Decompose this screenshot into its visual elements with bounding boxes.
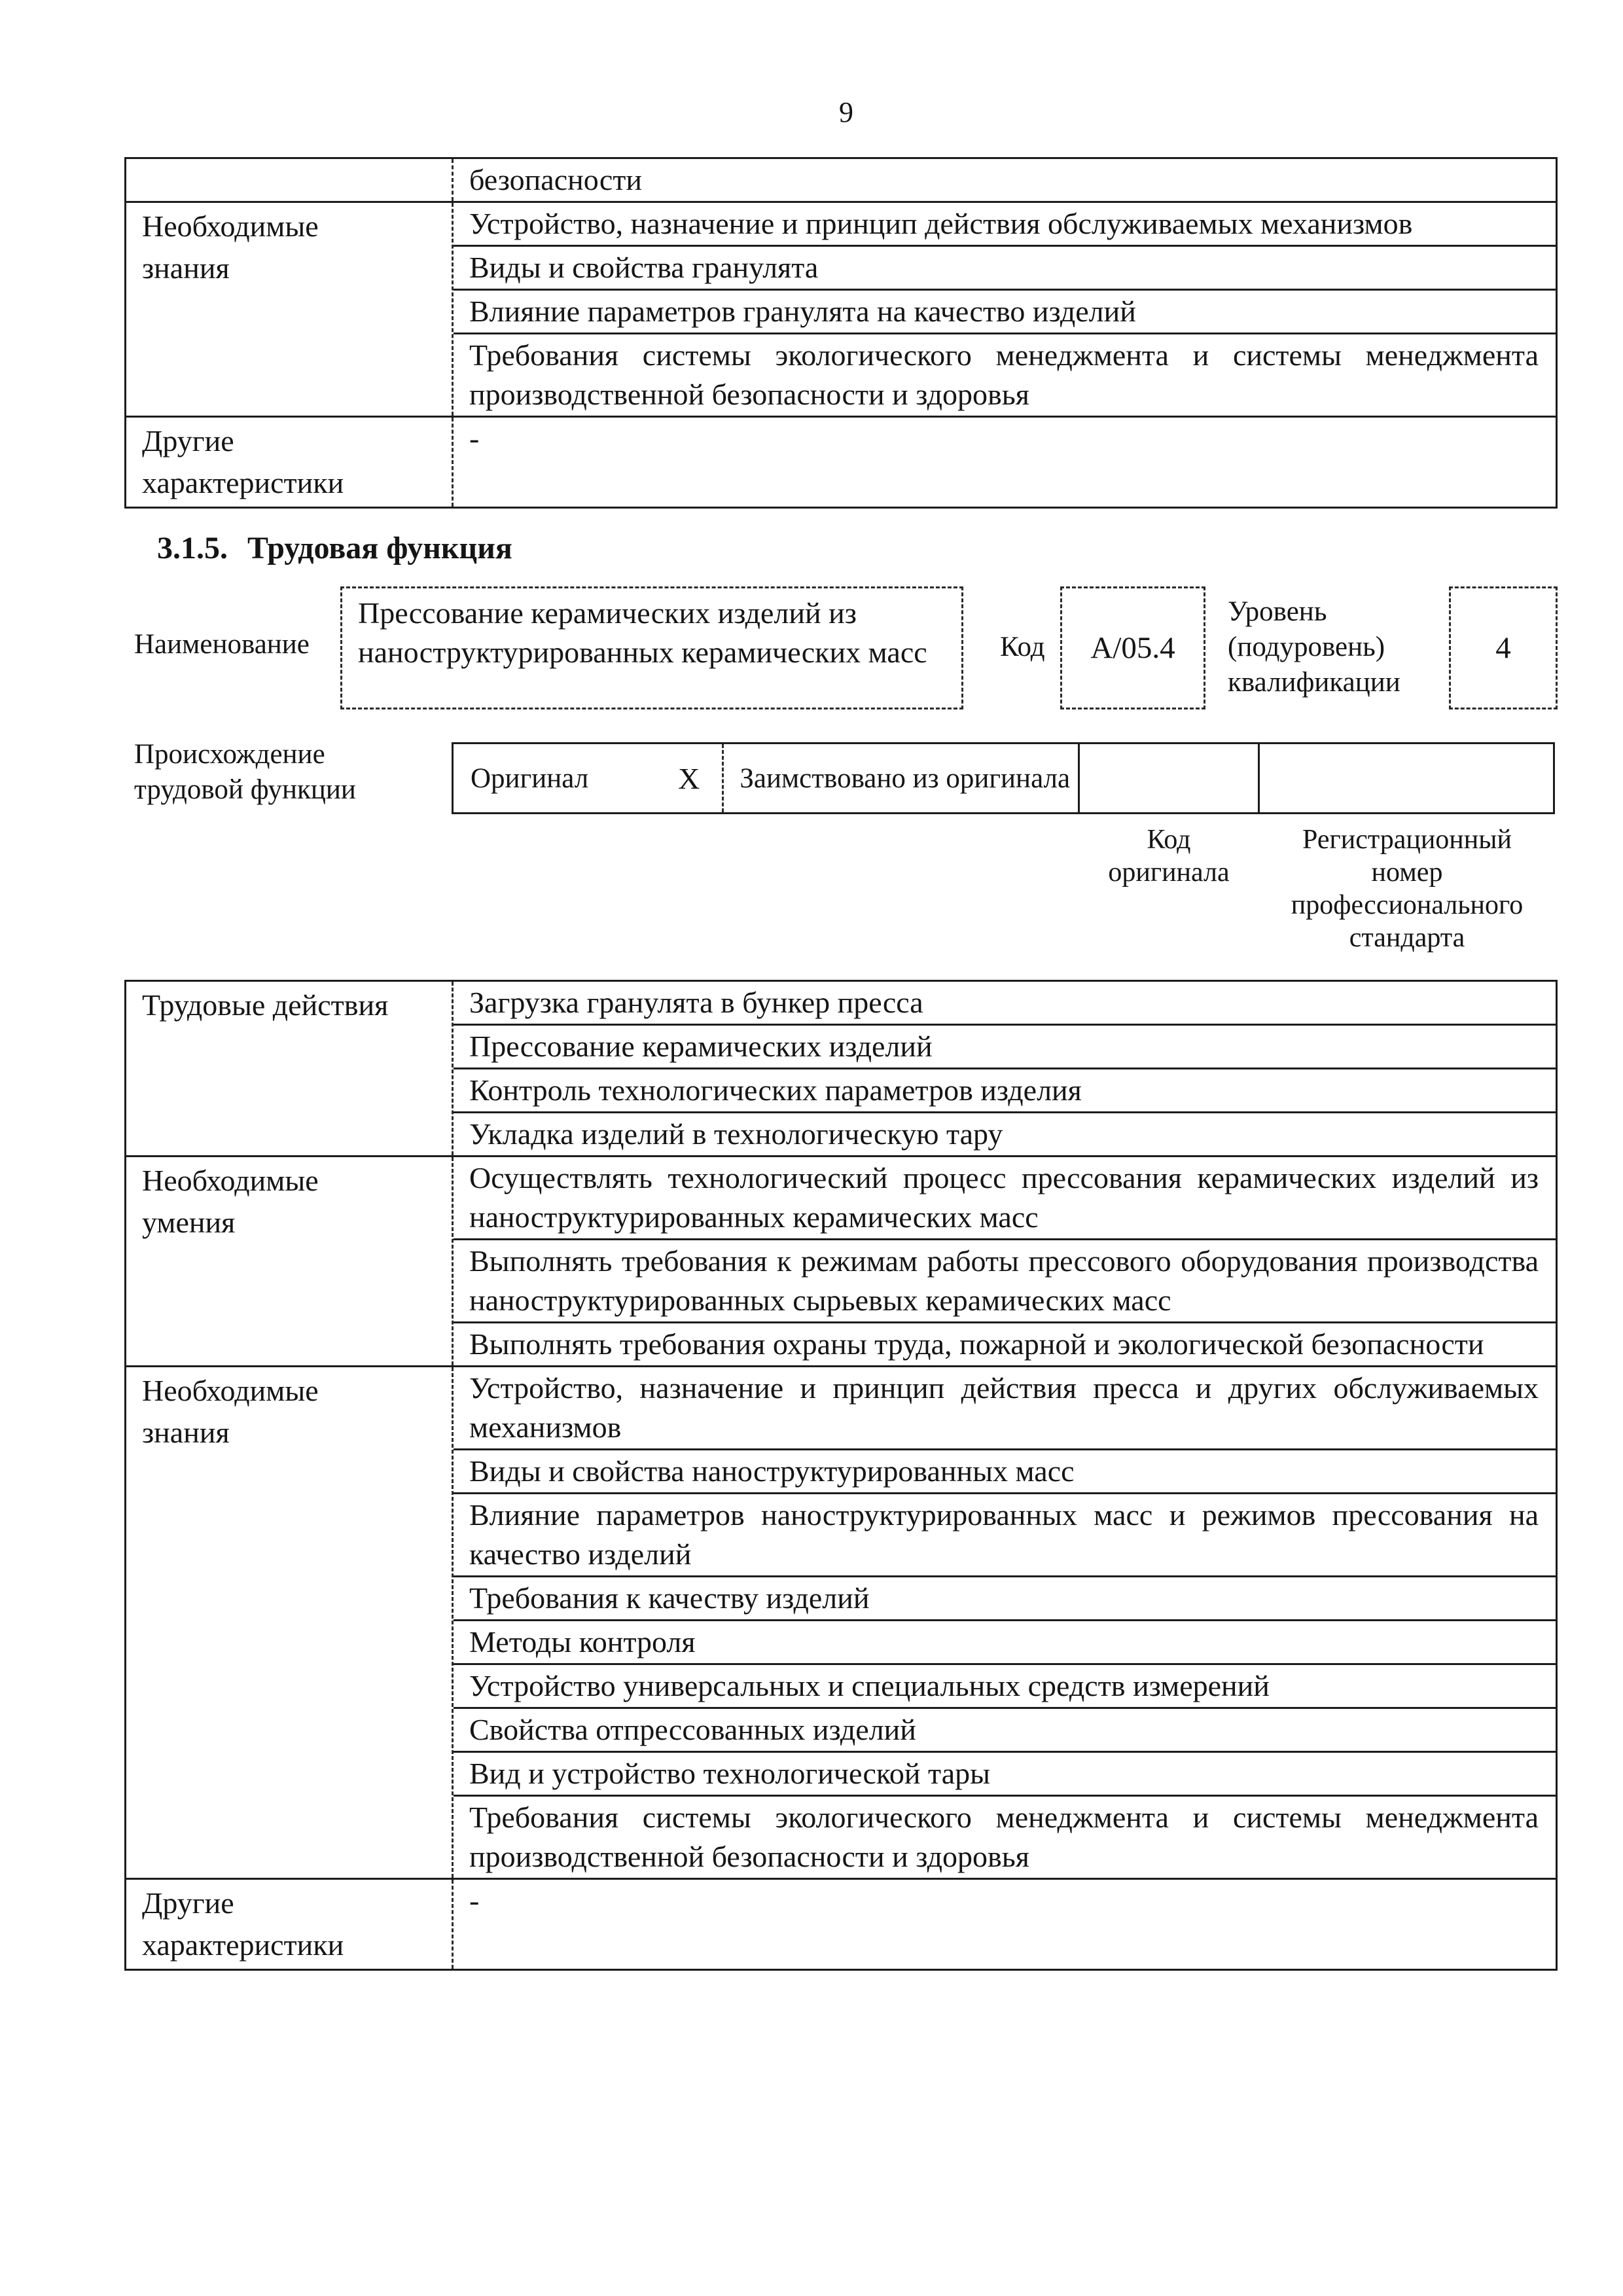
- row-item: -: [469, 1884, 480, 1917]
- origin-cell-code-original: [1080, 744, 1259, 812]
- row-label: [126, 159, 454, 201]
- caption-code-original: Код оригинала: [1108, 825, 1230, 888]
- row-item: Требования системы экологического менеджмента и системы менеджмента производственной безопасности и здоровья: [454, 1795, 1556, 1878]
- section-title: Трудовая функция: [247, 531, 512, 565]
- table-row: [126, 982, 1556, 1155]
- row-item: Виды и свойства гранулята: [454, 245, 1556, 289]
- table-row: [126, 1365, 1556, 1878]
- origin-cell-reg-number: [1260, 744, 1553, 812]
- row-item: безопасности: [469, 163, 643, 196]
- row-item: Выполнять требования охраны труда, пожарной и экологической безопасности: [454, 1321, 1556, 1365]
- row-item: Загрузка гранулята в бункер пресса: [469, 986, 923, 1019]
- qualification-level-box: 4: [1449, 586, 1558, 709]
- origin-original-mark: X: [678, 761, 700, 795]
- row-item: Вид и устройство технологической тары: [454, 1751, 1556, 1795]
- table-row: [126, 416, 1556, 507]
- caption-registration-number: Регистрационный номер профессионального стандарта: [1291, 825, 1524, 953]
- table-row: [126, 159, 1556, 201]
- row-item: Устройство, назначение и принцип действия обслуживаемых механизмов: [469, 207, 1413, 240]
- row-item: Прессование керамических изделий: [454, 1024, 1556, 1067]
- row-item: Контроль технологических параметров изделия: [454, 1067, 1556, 1111]
- row-item: Методы контроля: [454, 1619, 1556, 1663]
- row-item: Влияние параметров гранулята на качество изделий: [454, 289, 1556, 332]
- name-label: Наименование: [134, 629, 310, 660]
- row-item: Виды и свойства наноструктурированных масс: [454, 1448, 1556, 1492]
- row-label: Необходимые знания: [126, 203, 454, 416]
- section-heading: [157, 530, 512, 566]
- row-item: Требования к качеству изделий: [454, 1575, 1556, 1619]
- origin-cell-borrowed: [724, 744, 1080, 812]
- row-item: Укладка изделий в технологическую тару: [454, 1111, 1556, 1155]
- level-label: Уровень (подуровень) квалификации: [1228, 596, 1400, 698]
- table-row: [126, 1155, 1556, 1365]
- table-row: [126, 1878, 1556, 1969]
- row-label: Трудовые действия: [126, 982, 454, 1155]
- row-item: Требования системы экологического менеджмента и системы менеджмента производственной безопасности и здоровья: [454, 332, 1556, 416]
- row-label: Необходимые знания: [126, 1367, 454, 1878]
- row-item: Влияние параметров наноструктурированных масс и режимов прессования на качество изделий: [454, 1492, 1556, 1575]
- function-code-box: А/05.4: [1060, 586, 1205, 709]
- row-item: Свойства отпрессованных изделий: [454, 1707, 1556, 1751]
- function-name-box: Прессование керамических изделий из наноструктурированных керамических масс: [340, 586, 963, 709]
- top-characteristics-table: [124, 157, 1558, 509]
- row-label: Другие характеристики: [126, 1880, 454, 1969]
- origin-label: Происхождение трудовой функции: [134, 739, 356, 805]
- main-function-table: [124, 980, 1558, 1971]
- origin-cell-original: [454, 744, 724, 812]
- section-number: 3.1.5.: [157, 531, 228, 565]
- code-label: Код: [1000, 632, 1045, 662]
- row-label: Другие характеристики: [126, 418, 454, 507]
- row-item: Устройство универсальных и специальных средств измерений: [454, 1663, 1556, 1707]
- row-item: Выполнять требования к режимам работы прессового оборудования производства наноструктурированных сырьевых керамических масс: [454, 1238, 1556, 1321]
- table-row: [126, 201, 1556, 416]
- row-label: Необходимые умения: [126, 1157, 454, 1365]
- row-item: Устройство, назначение и принцип действия пресса и других обслуживаемых механизмов: [469, 1371, 1539, 1444]
- origin-original-label: Оригинал: [471, 762, 589, 794]
- origin-table: [452, 742, 1555, 814]
- row-item: Осуществлять технологический процесс прессования керамических изделий из наноструктурированных керамических масс: [469, 1161, 1539, 1234]
- page-number: 9: [839, 96, 853, 128]
- origin-borrowed-label: Заимствовано из оригинала: [740, 762, 1071, 794]
- row-item: -: [469, 422, 480, 455]
